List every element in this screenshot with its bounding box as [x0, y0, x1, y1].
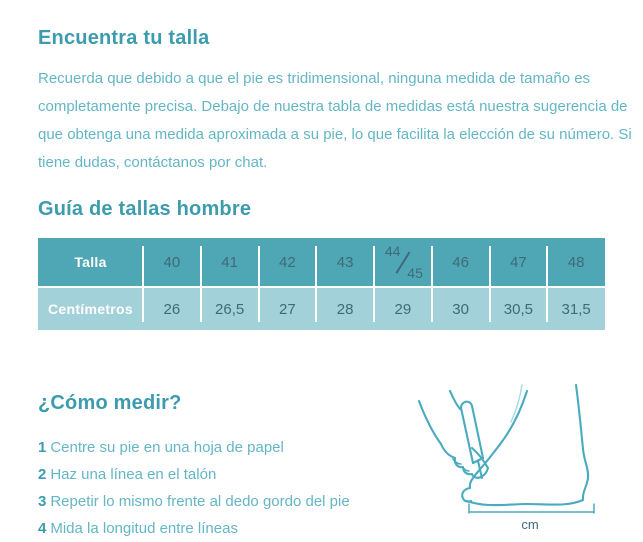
measure-steps-list	[38, 434, 438, 542]
column-divider	[489, 246, 491, 286]
size-value: 41	[221, 253, 238, 271]
table-row-centimeters	[38, 286, 605, 330]
column-divider	[258, 246, 260, 286]
step-text: Centre su pie en una hoja de papel	[50, 439, 284, 456]
cm-value: 28	[336, 300, 354, 318]
column-divider	[200, 288, 202, 322]
size-value: 44	[384, 243, 401, 259]
size-value: 42	[279, 253, 296, 271]
column-divider	[315, 246, 317, 286]
foot-measuring-drawing-icon	[403, 381, 640, 538]
column-divider	[373, 288, 375, 322]
column-divider	[489, 288, 491, 322]
step-text: Repetir lo mismo frente al dedo gordo del pie	[50, 493, 350, 510]
step-number: 2	[38, 466, 47, 483]
table-cell-size	[490, 238, 548, 286]
step-text: Haz una línea en el talón	[50, 466, 217, 483]
cm-value: 30,5	[503, 300, 533, 318]
table-cell-size	[201, 238, 259, 286]
table-cell-cm	[432, 288, 490, 330]
cm-value: 26	[163, 300, 181, 318]
intro-title: Encuentra tu talla	[38, 27, 210, 49]
table-cell-size	[547, 238, 605, 286]
cm-value: 26,5	[215, 300, 245, 318]
column-divider	[546, 246, 548, 286]
cm-value: 31,5	[561, 300, 591, 318]
foot-measuring-illustration	[403, 381, 640, 538]
measure-step	[38, 515, 438, 542]
table-cell-size	[432, 238, 490, 286]
column-divider	[142, 246, 144, 286]
step-number: 1	[38, 439, 47, 456]
column-divider	[431, 246, 433, 286]
column-divider	[546, 288, 548, 322]
column-divider	[373, 246, 375, 286]
size-value: 48	[567, 253, 585, 271]
dual-size-value	[383, 242, 423, 282]
intro-paragraph: Recuerda que debido a que el pie es tridimensional, ninguna medida de tamaño es completamente precisa. Debajo de nuestra tabla de medidas está nuestra sugerencia de que obtenga una medida aproximada a su pie, lo que facilita la elección de su número. Si tiene dudas, contáctanos por chat.	[38, 70, 632, 171]
column-divider	[315, 288, 317, 322]
table-cell-cm	[143, 288, 201, 330]
how-to-measure-title: ¿Cómo medir?	[38, 392, 182, 414]
size-value: 45	[407, 265, 423, 281]
size-value: 46	[452, 253, 469, 271]
how-to-measure-section	[38, 392, 438, 542]
size-table	[38, 238, 605, 330]
step-text: Mida la longitud entre líneas	[50, 520, 238, 537]
measure-step	[38, 434, 438, 461]
column-divider	[200, 246, 202, 286]
table-cell-cm	[201, 288, 259, 330]
size-value: 43	[336, 253, 354, 271]
table-cell-cm	[547, 288, 605, 330]
table-cell-cm	[259, 288, 317, 330]
row-label-talla: Talla	[74, 254, 107, 270]
cm-label: cm	[521, 517, 539, 532]
measure-step	[38, 488, 438, 515]
column-divider	[258, 288, 260, 322]
measure-step	[38, 461, 438, 488]
intro-section	[38, 27, 638, 177]
column-divider	[142, 288, 144, 322]
table-cell-size	[143, 238, 201, 286]
cm-value: 27	[279, 300, 296, 318]
table-cell-cm	[374, 288, 432, 330]
size-value: 47	[510, 253, 527, 271]
table-cell-size	[259, 238, 317, 286]
step-number: 4	[38, 520, 47, 537]
size-guide-title: Guía de tallas hombre	[38, 198, 252, 220]
step-number: 3	[38, 493, 47, 510]
table-cell-cm	[490, 288, 548, 330]
row-label-centimetros: Centímetros	[48, 301, 133, 317]
table-cell-size	[316, 238, 374, 286]
size-value: 40	[163, 253, 181, 271]
table-cell-cm	[316, 288, 374, 330]
table-cell-size-dual	[374, 238, 432, 286]
column-divider	[431, 288, 433, 322]
cm-value: 30	[452, 300, 469, 318]
table-row-sizes	[38, 238, 605, 286]
cm-value: 29	[394, 300, 412, 318]
